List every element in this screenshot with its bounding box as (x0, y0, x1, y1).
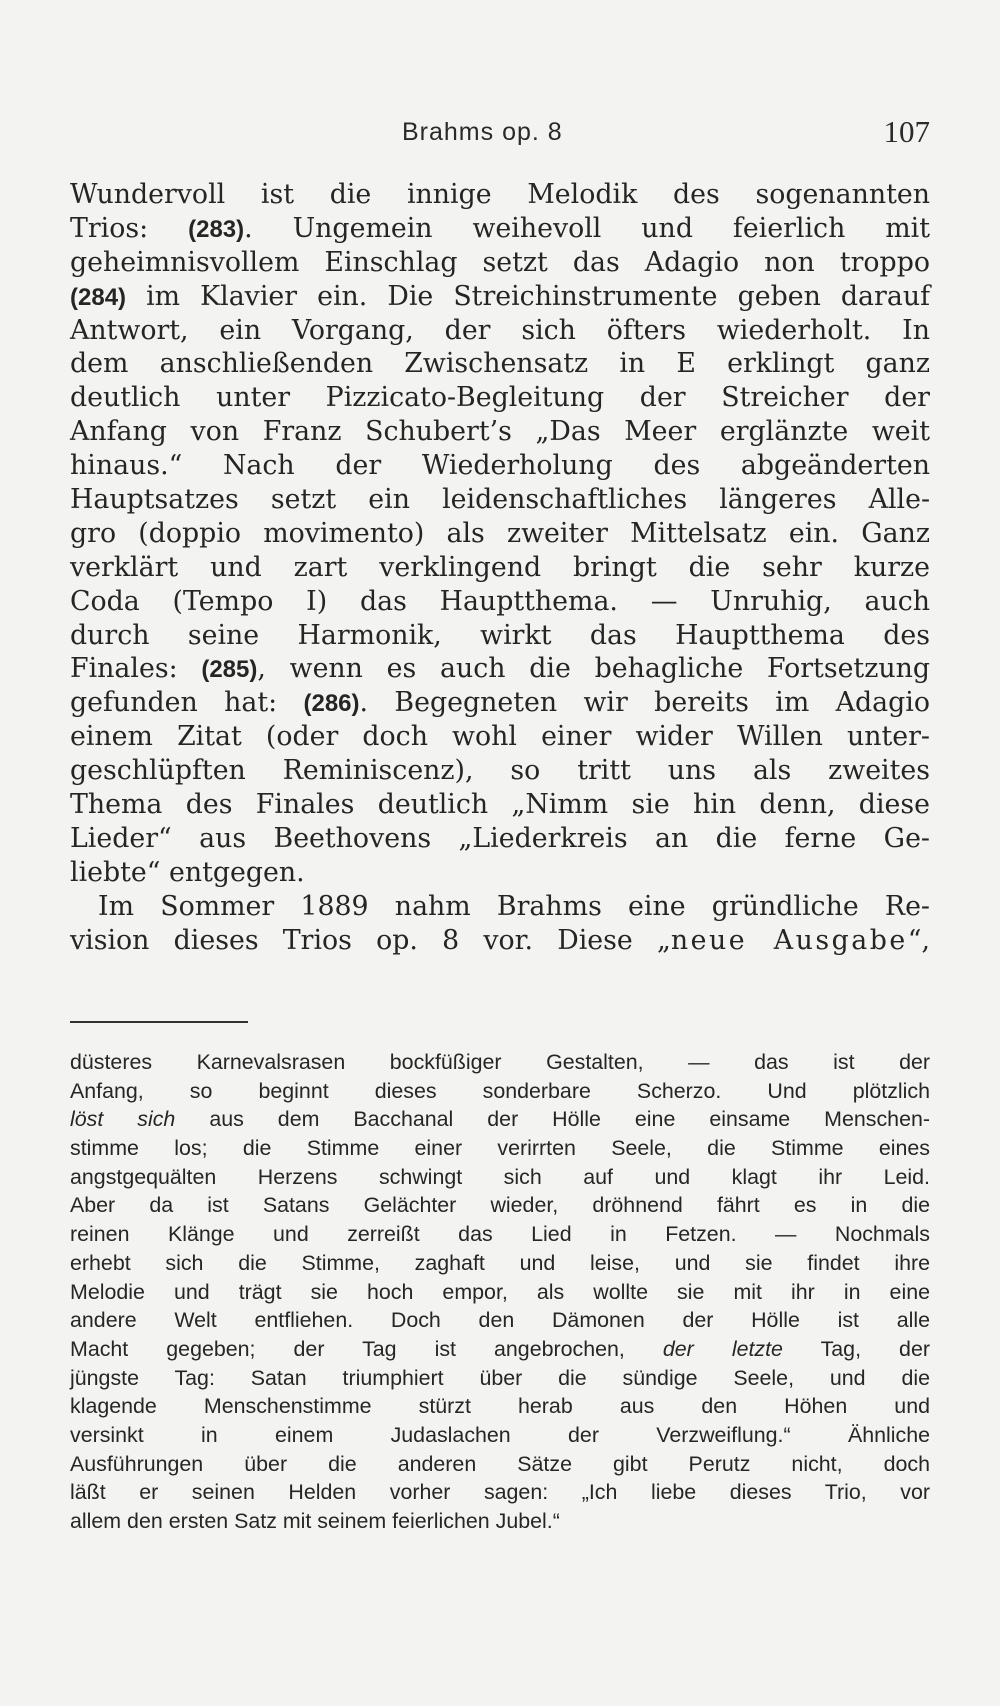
footnote-line: Melodie und trägt sie hoch empor, als wollte sie mit ihr in eine (70, 1279, 930, 1304)
footnote-line: stimme los; die Stimme einer verirrten Seele, die Stimme eines (70, 1136, 930, 1161)
body-line: dem anschließenden Zwischensatz in E erklingt ganz (70, 348, 930, 380)
body-line: Coda (Tempo I) das Hauptthema. — Unruhig, auch (70, 585, 930, 617)
body-line: durch seine Harmonik, wirkt das Hauptthema des (70, 619, 930, 651)
music-example-ref: (283) (188, 215, 245, 243)
footnote-line: reinen Klänge und zerreißt das Lied in Fetzen. — Nochmals (70, 1222, 930, 1247)
body-line: geheimnisvollem Einschlag setzt das Adagio non troppo (70, 246, 930, 278)
footnote-line: versinkt in einem Judaslachen der Verzweiflung.“ Ähnliche (70, 1422, 930, 1447)
italic-emphasis: der letzte (662, 1336, 783, 1361)
body-line: hinaus.“ Nach der Wiederholung des abgeänderten (70, 450, 930, 482)
page-header (70, 114, 930, 158)
body-line: Anfang von Franz Schubert’s „Das Meer erglänzte weit (70, 416, 930, 448)
page-number: 107 (883, 114, 930, 149)
footnote-line: läßt er seinen Helden vorher sagen: „Ich liebe dieses Trio, vor (70, 1480, 930, 1505)
footnote-line: jüngste Tag: Satan triumphiert über die sündige Seele, und die (70, 1365, 930, 1390)
paragraph-start-line: Im Sommer 1889 nahm Brahms eine gründliche Re- (98, 890, 930, 922)
body-line: gefunden hat: (286). Begegneten wir bereits im Adagio (70, 687, 930, 719)
body-line: Hauptsatzes setzt ein leidenschaftliches längeres Alle- (70, 484, 930, 516)
body-line: Wundervoll ist die innige Melodik des sogenannten (70, 179, 930, 210)
footnote (70, 1048, 930, 1536)
music-example-ref: (285) (201, 656, 258, 684)
footnote-rule (70, 1021, 248, 1023)
body-line: (284) im Klavier ein. Die Streichinstrumente geben darauf (70, 280, 930, 312)
italic-emphasis: löst sich (70, 1107, 176, 1132)
body-line: Lieder“ aus Beethovens „Liederkreis an die ferne Ge- (70, 822, 930, 854)
footnote-line: klagende Menschenstimme stürzt herab aus den Höhen und (70, 1394, 930, 1419)
spaced-emphasis: neue Ausgabe (670, 924, 908, 956)
body-line: liebte“ entgegen. (70, 856, 305, 888)
body-line: Trios: (283). Ungemein weihevoll und feierlich mit (70, 212, 931, 244)
music-example-ref: (286) (303, 690, 360, 718)
footnote-line: allem den ersten Satz mit seinem feierlichen Jubel.“ (70, 1509, 560, 1533)
footnote-line: Macht gegeben; der Tag ist angebrochen, der letzte Tag, der (70, 1336, 930, 1361)
footnote-line: Anfang, so beginnt dieses sonderbare Scherzo. Und plötzlich (70, 1078, 930, 1103)
music-example-ref: (284) (70, 283, 127, 311)
body-line: gro (doppio movimento) als zweiter Mittelsatz ein. Ganz (70, 517, 930, 549)
body-line: verklärt und zart verklingend bringt die sehr kurze (70, 551, 930, 583)
main-text (70, 178, 930, 957)
running-head: Brahms op. 8 (402, 118, 563, 146)
body-line: Antwort, ein Vorgang, der sich öfters wiederholt. In (70, 314, 930, 346)
footnote-line: andere Welt entfliehen. Doch den Dämonen der Hölle ist alle (70, 1308, 930, 1333)
body-line: Thema des Finales deutlich „Nimm sie hin denn, diese (70, 789, 930, 821)
body-line: deutlich unter Pizzicato-Begleitung der Streicher der (70, 382, 930, 414)
footnote-line: düsteres Karnevalsrasen bockfüßiger Gestalten, — das ist der (70, 1050, 930, 1074)
footnote-line: angstgequälten Herzens schwingt sich auf und klagt ihr Leid. (70, 1164, 930, 1189)
footnote-line: erhebt sich die Stimme, zaghaft und leise, und sie findet ihre (70, 1250, 930, 1275)
footnote-line: löst sich aus dem Bacchanal der Hölle eine einsame Menschen- (70, 1107, 930, 1132)
footnote-line: Ausführungen über die anderen Sätze gibt Perutz nicht, doch (70, 1451, 930, 1476)
body-line: einem Zitat (oder doch wohl einer wider Willen unter- (70, 721, 930, 753)
footnote-line: Aber da ist Satans Gelächter wieder, dröhnend fährt es in die (70, 1193, 930, 1218)
body-line: geschlüpften Reminiscenz), so tritt uns als zweites (70, 755, 930, 787)
body-line: vision dieses Trios op. 8 vor. Diese „neue Ausgabe“, (70, 924, 931, 956)
body-line: Finales: (285), wenn es auch die behagliche Fortsetzung (70, 653, 930, 685)
